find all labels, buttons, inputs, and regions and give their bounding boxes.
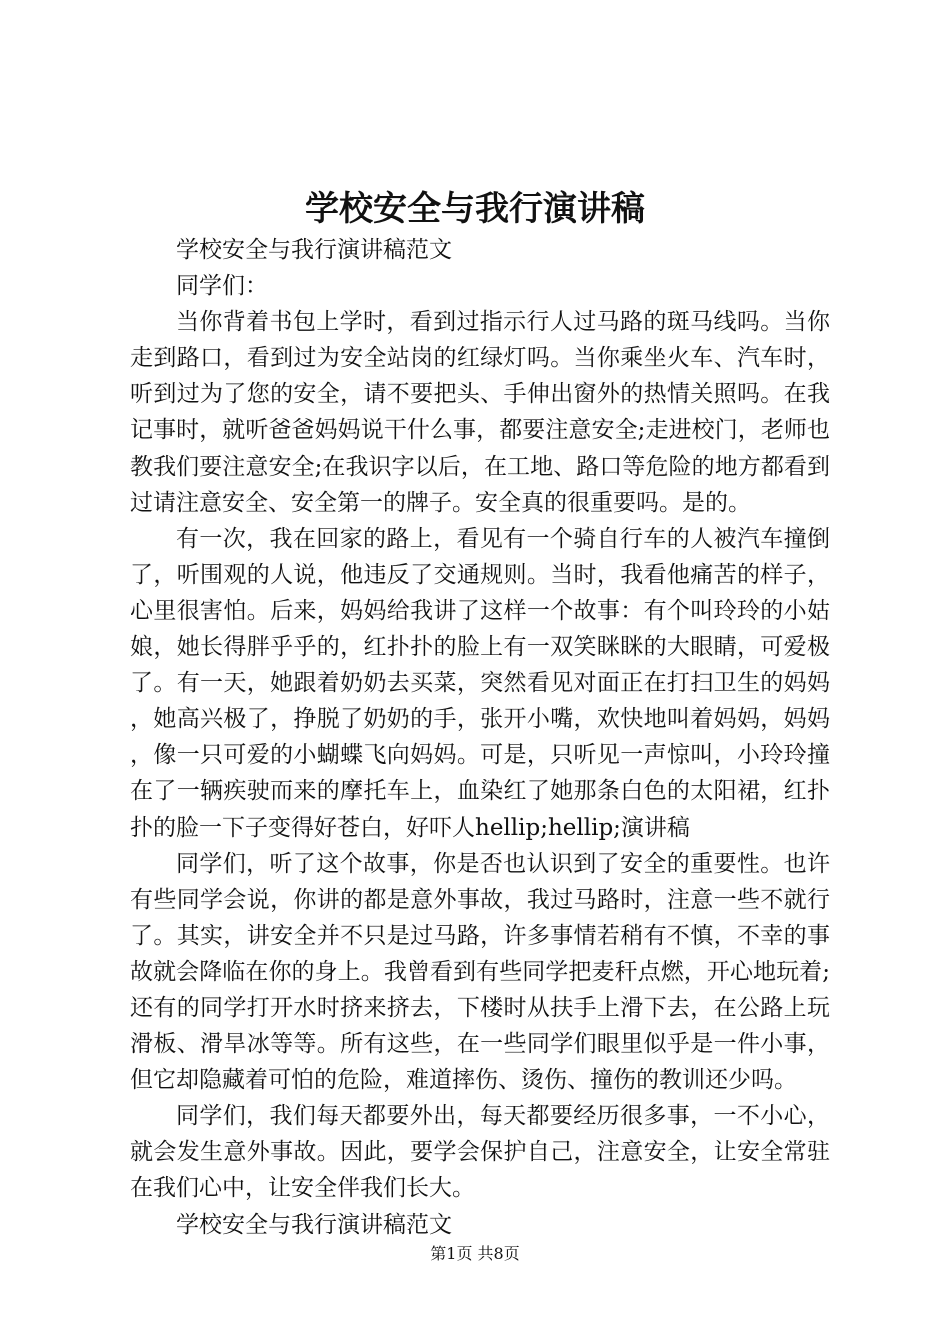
body-paragraph: 同学们，听了这个故事，你是否也认识到了安全的重要性。也许有些同学会说，你讲的都是意外事故，我过马路时，注意一些不就行了。其实，讲安全并不只是过马路，许多事情若稍有不慎，不幸的事故就会降临在你的身上。我曾看到有些同学把麦秆点燃，开心地玩着;还有的同学打开水时挤来挤去，下楼时从扶手上滑下去，在公路上玩滑板、滑旱冰等等。所有这些，在一些同学们眼里似乎是一件小事，但它却隐藏着可怕的危险，难道摔伤、烫伤、撞伤的教训还少吗。 (130, 850, 830, 1094)
salutation-paragraph: 同学们： (176, 273, 268, 300)
body-paragraph: 有一次，我在回家的路上，看见有一个骑自行车的人被汽车撞倒了，听围观的人说，他违反了交通规则。当时，我看他痛苦的样子，心里很害怕。后来，妈妈给我讲了这样一个故事：有个叫玲玲的小姑娘，她长得胖乎乎的，红扑扑的脸上有一双笑眯眯的大眼睛，可爱极了。有一天，她跟着奶奶去买菜，突然看见对面正在打扫卫生的妈妈，她高兴极了，挣脱了奶奶的手，张开小嘴，欢快地叫着妈妈，妈妈，像一只可爱的小蝴蝶飞向妈妈。可是，只听见一声惊叫，小玲玲撞在了一辆疾驶而来的摩托车上，血染红了她那条白色的太阳裙，红扑扑的脸一下子变得好苍白，好吓人hellip;hellip;演讲稿 (130, 525, 830, 841)
document-title: 学校安全与我行演讲稿 (305, 189, 645, 229)
body-paragraph: 同学们，我们每天都要外出，每天都要经历很多事，一不小心，就会发生意外事故。因此，要学会保护自己，注意安全，让安全常驻在我们心中，让安全伴我们长大。 (130, 1103, 830, 1202)
subtitle-paragraph: 学校安全与我行演讲稿范文 (176, 237, 452, 263)
document-body (130, 232, 830, 1243)
page-indicator: 第1页 共8页 (430, 1244, 520, 1263)
closing-paragraph: 学校安全与我行演讲稿范文 (176, 1211, 452, 1238)
body-paragraph: 当你背着书包上学时，看到过指示行人过马路的斑马线吗。当你走到路口，看到过为安全站岗的红绿灯吗。当你乘坐火车、汽车时，听到过为了您的安全，请不要把头、手伸出窗外的热情关照吗。在我记事时，就听爸爸妈妈说干什么事，都要注意安全;走进校门，老师也教我们要注意安全;在我识字以后，在工地、路口等危险的地方都看到过请注意安全、安全第一的牌子。安全真的很重要吗。是的。 (130, 309, 830, 516)
